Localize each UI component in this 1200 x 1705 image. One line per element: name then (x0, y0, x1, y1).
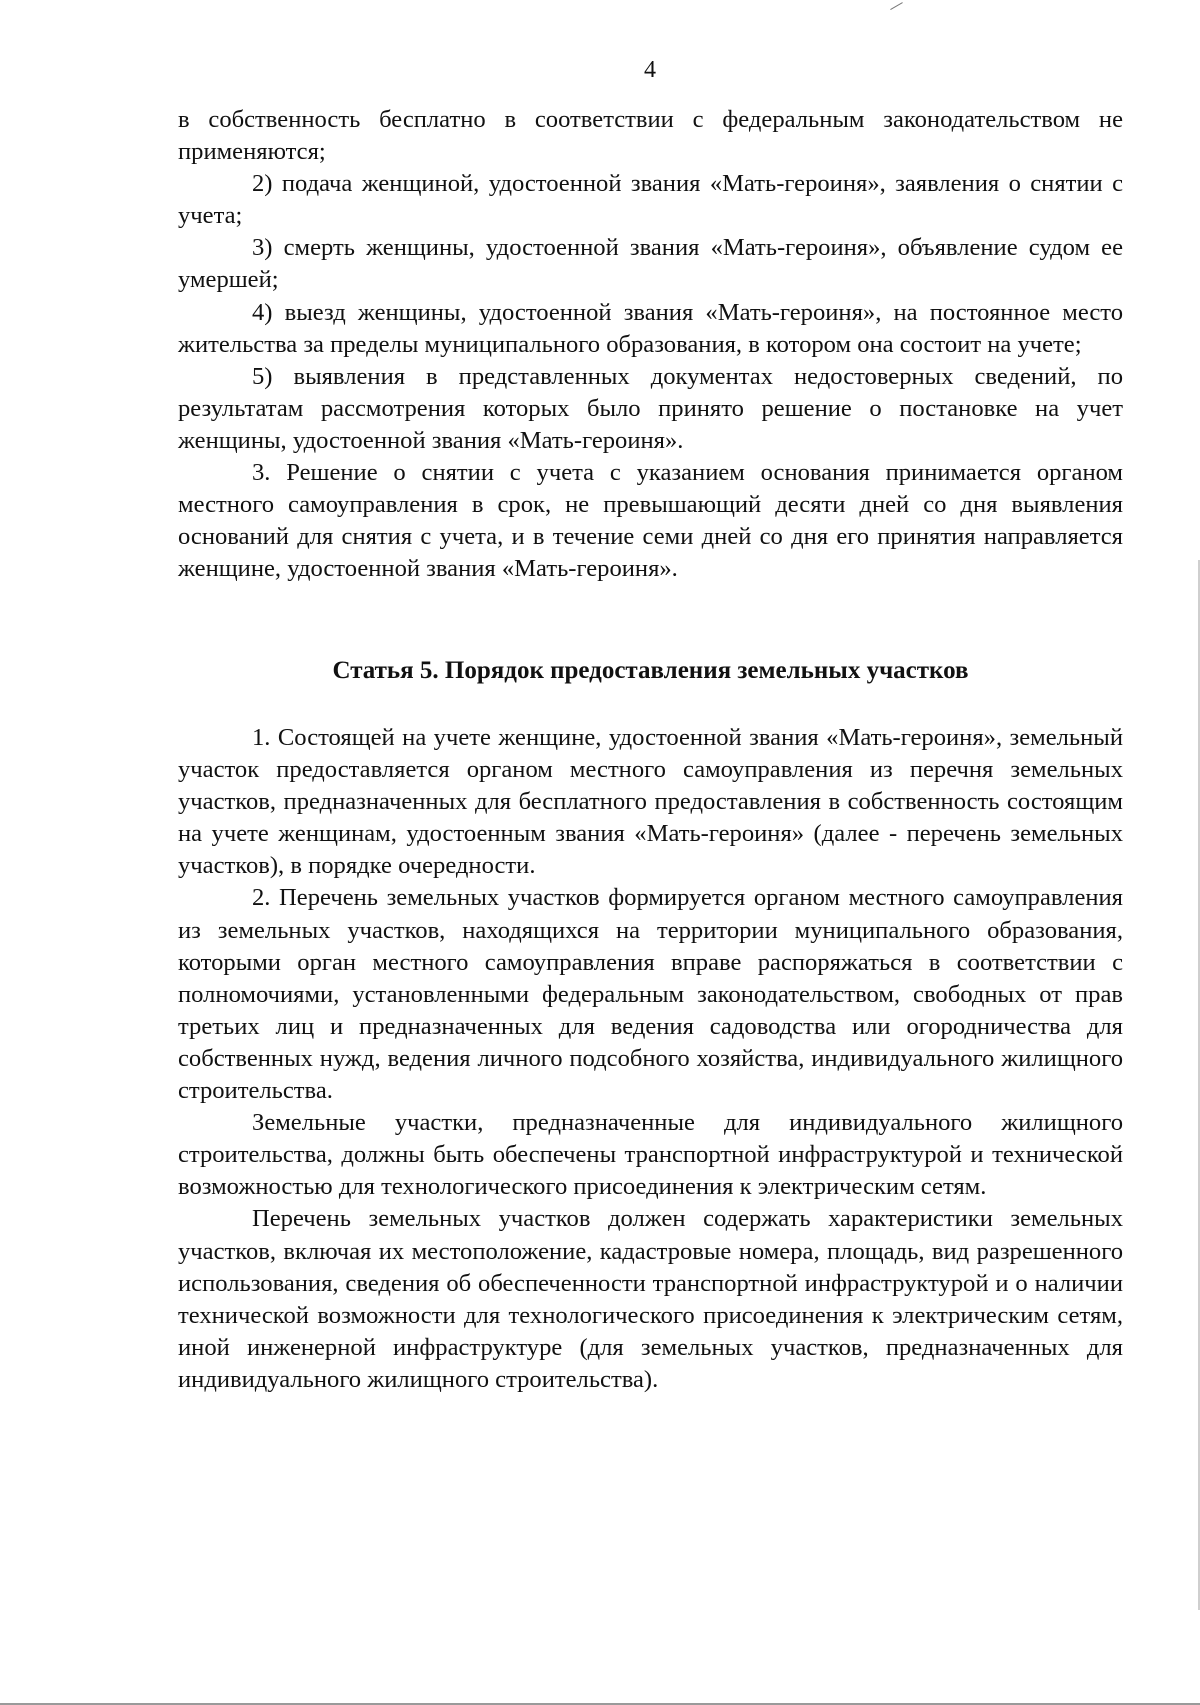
paragraph: 5) выявления в представленных документах недостоверных сведений, по результатам рассмотрения которых было принято решение о постановке на учет женщины, удостоенной звания «Мать-героиня». (178, 362, 1123, 454)
article-heading: Статья 5. Порядок предоставления земельных участков (332, 657, 969, 684)
paragraph: 3) смерть женщины, удостоенной звания «Мать-героиня», объявление судом ее умершей; (178, 234, 1123, 294)
page-number: 4 (644, 57, 656, 83)
section-continuation (178, 104, 1123, 585)
scan-mark (887, 0, 903, 10)
paragraph: Перечень земельных участков должен содержать характеристики земельных участков, включая их местоположение, кадастровые номера, площадь, вид разрешенного использования, сведения об обеспеченности транспортной инфраструктурой и о наличии технической возможности для технологического присоединения к электрическим сетям, иной инженерной инфраструктуре (для земельных участков, предназначенных для индивидуального жилищного строительства). (178, 1205, 1123, 1393)
paragraph: в собственность бесплатно в соответствии с федеральным законодательством не применяются; (178, 106, 1123, 166)
paragraph: 4) выезд женщины, удостоенной звания «Мать-героиня», на постоянное место жительства за пределы муниципального образования, в котором она состоит на учете; (178, 298, 1123, 358)
paragraph: Земельные участки, предназначенные для индивидуального жилищного строительства, должны быть обеспечены транспортной инфраструктурой и технической возможностью для технологического присоединения к электрическим сетям. (178, 1109, 1123, 1201)
paragraph: 2. Перечень земельных участков формируется органом местного самоуправления из земельных участков, находящихся на территории муниципального образования, которыми орган местного самоуправления вправе распоряжаться в соответствии с полномочиями, установленными федеральным законодательством, свободных от прав третьих лиц и предназначенных для ведения садоводства или огородничества для собственных нужд, ведения личного подсобного хозяйства, индивидуального жилищного строительства. (178, 884, 1123, 1105)
article-body (178, 722, 1123, 1396)
paragraph: 2) подача женщиной, удостоенной звания «Мать-героиня», заявления о снятии с учета; (178, 170, 1123, 230)
paragraph: 1. Состоящей на учете женщине, удостоенной звания «Мать-героиня», земельный участок предоставляется органом местного самоуправления из перечня земельных участков, предназначенных для бесплатного предоставления в собственность состоящим на учете женщинам, удостоенным звания «Мать-героиня» (далее - перечень земельных участков), в порядке очередности. (178, 724, 1123, 880)
paragraph: 3. Решение о снятии с учета с указанием основания принимается органом местного самоуправления в срок, не превышающий десяти дней со дня выявления оснований для снятия с учета, и в течение семи дней со дня его принятия направляется женщине, удостоенной звания «Мать-героиня». (178, 459, 1123, 583)
